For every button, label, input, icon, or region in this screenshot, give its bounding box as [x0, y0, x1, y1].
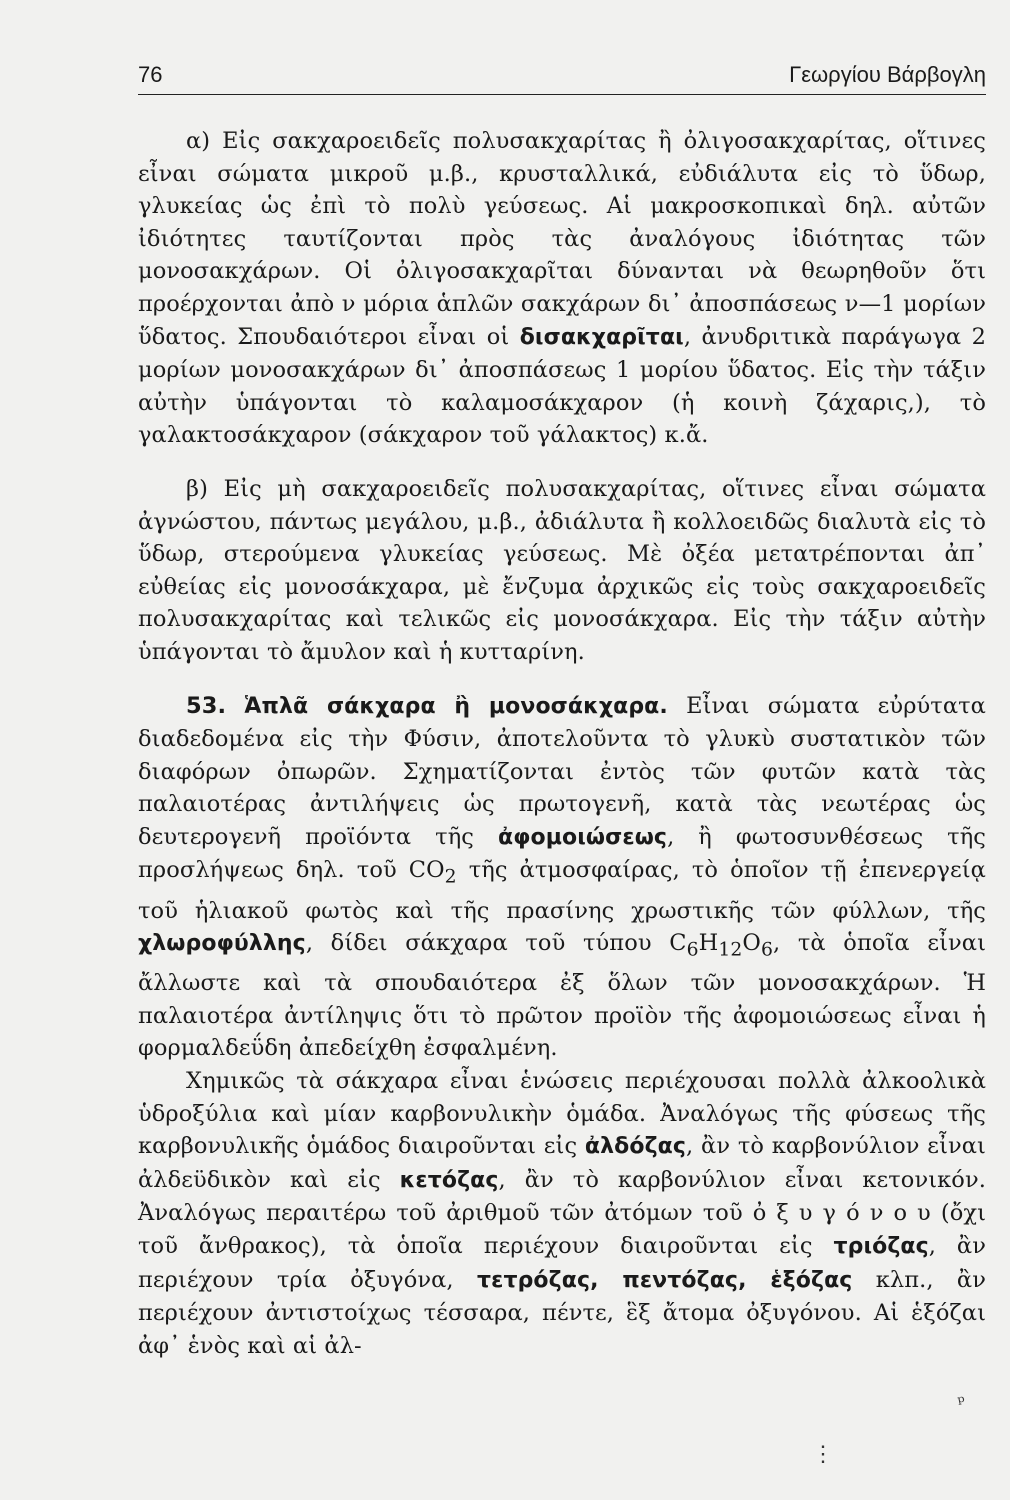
section-53-paragraph-1: [138, 690, 986, 1066]
formula-sub-o: 6: [760, 939, 773, 961]
section-p1-a: Εἶναι σώματα εὐρύτατα διαδεδομένα εἰς τὴν Φύσιν, ἀποτελοῦντα τὸ γλυκὺ συστατικὸν τῶν διαφόρων ὀπωρῶν. Σχηματίζονται ἐντὸς τῶν φυτῶν κατὰ τὰς παλαιοτέρας ἀντιλήψεις ὡς πρωτογενῆ, κατὰ τὰς νεωτέρας ὡς δευτερογενῆ προϊόντα τῆς: [138, 692, 986, 850]
section-p2-b: , ἂν τὸ καρβονύλιον εἶναι ἀλδεϋδικὸν καὶ εἰς: [138, 1133, 986, 1193]
section-p2-a: Χημικῶς τὰ σάκχαρα εἶναι ἑνώσεις περιέχουσαι πολλὰ ἀλκοολικὰ ὑδροξύλια καὶ μίαν καρβονυλικὴν ὁμάδα. Ἀναλόγως τῆς φύσεως τῆς καρβονυλικῆς ὁμάδος διαιροῦνται εἰς: [138, 1068, 986, 1160]
paragraph-a-end: , ἀνυδριτικὰ παράγωγα 2 μορίων μονοσακχάρων δι᾽ ἀποσπάσεως 1 μορίου ὕδατος. Εἰς τὴν τάξιν αὐτὴν ὑπάγονται τὸ καλαμοσάκχαρον (ἡ κοινὴ ζάχαρις,), τὸ γαλακτοσάκχαρον (σάκχαρον τοῦ γάλακτος) κ.ἄ.: [138, 323, 986, 449]
page-header: [138, 58, 986, 95]
paragraph-b: [138, 473, 986, 669]
paragraph-a: [138, 125, 986, 452]
section-p1-g: , τὰ ὁποῖα εἶναι ἄλλωστε καὶ τὰ σπουδαιότερα ἐξ ὅλων τῶν μονοσακχάρων. Ἡ παλαιοτέρα ἀντίληψις ὅτι τὸ πρῶτον προϊὸν τῆς ἀφομοιώσεως εἶναι ἡ φορμαλδεΰδη ἀπεδείχθη ἐσφαλμένη.: [138, 930, 986, 1062]
co2-subscript: 2: [444, 866, 457, 888]
term-chlorophyll: χλωροφύλλης: [138, 931, 306, 957]
section-53-paragraph-2: [138, 1065, 986, 1362]
signature-mark: ⋮: [812, 1442, 834, 1467]
section-p1-b: , ἢ φωτοσυνθέσεως τῆς προσλήψεως δηλ. τοῦ CO: [138, 823, 986, 884]
term-disaccharides: δισακχαρῖται: [519, 324, 684, 350]
formula-sub-c: 6: [686, 939, 699, 961]
term-trioses: τριόζας: [833, 1234, 929, 1259]
running-head-author: Γεωργίου Βάρβογλη: [789, 62, 986, 87]
section-title: Ἁπλᾶ σάκχαρα ἢ μονοσάκχαρα.: [244, 693, 668, 719]
section-p2-e: κλπ., ἂν περιέχουν ἀντιστοίχως τέσσαρα, πέντε, ἓξ ἄτομα ὀξυγόνου. Αἱ ἑξόζαι ἀφ᾽ ἑνὸς καὶ αἱ ἀλ-: [138, 1266, 986, 1359]
formula-sub-h: 12: [718, 939, 743, 961]
section-p2-d: , ἂν περιέχουν τρία ὀξυγόνα,: [138, 1233, 986, 1293]
term-assimilation: ἀφομοιώσεως: [497, 824, 668, 850]
section-p1-d: , δίδει σάκχαρα τοῦ τύπου C: [305, 930, 687, 957]
section-number: 53.: [186, 692, 227, 719]
page-number: 76: [138, 62, 163, 87]
term-tetroses-pentoses-hexoses: τετρόζας, πεντόζας, ἑξόζας: [476, 1267, 853, 1293]
paragraph-a-text: α) Εἰς σακχαροειδεῖς πολυσακχαρίτας ἢ ὀλιγοσακχαρίτας, οἵτινες εἶναι σώματα μικροῦ μ.β., κρυσταλλικά, εὐδιάλυτα εἰς τὸ ὕδωρ, γλυκείας ὡς ἐπὶ τὸ πολὺ γεύσεως. Αἱ μακροσκοπικαὶ δηλ. αὐτῶν ἰδιότητες ταυτίζονται πρὸς τὰς ἀναλόγους ἰδιότητας τῶν μονοσακχάρων. Οἱ ὀλιγοσακχαρῖται δύνανται νὰ θεωρηθοῦν ὅτι προέρχονται ἀπὸ ν μόρια ἁπλῶν σακχάρων δι᾽ ἀποσπάσεως ν—1 μορίων ὕδατος. Σπουδαιότεροι εἶναι οἱ: [138, 128, 986, 350]
body-text: [138, 125, 986, 1362]
formula-o: O: [742, 930, 761, 957]
section-p1-c: τῆς ἀτμοσφαίρας, τὸ ὁποῖον τῇ ἐπενεργείᾳ τοῦ ἡλιακοῦ φωτὸς καὶ τῆς πρασίνης χρωστικῆς τῶν φύλλων, τῆς: [138, 857, 986, 924]
term-aldoses: ἀλδόζας: [584, 1134, 687, 1160]
term-ketoses: κετόζας: [399, 1167, 499, 1193]
formula-h: H: [698, 930, 719, 957]
section-p2-c: , ἂν τὸ καρβονύλιον εἶναι κετονικόν. Ἀναλόγως περαιτέρω τοῦ ἀριθμοῦ τῶν ἀτόμων τοῦ ὀ ξ υ γ ό ν ο υ (ὄχι τοῦ ἄνθρακος), τὰ ὁποῖα περιέχουν διαιροῦνται εἰς: [138, 1166, 986, 1259]
paragraph-b-text: β) Εἰς μὴ σακχαροειδεῖς πολυσακχαρίτας, οἵτινες εἶναι σώματα ἀγνώστου, πάντως μεγάλου, μ.β., ἀδιάλυτα ἢ κολλοειδῶς διαλυτὰ εἰς τὸ ὕδωρ, στερούμενα γλυκείας γεύσεως. Μὲ ὀξέα μετατρέπονται ἀπ᾽ εὐθείας εἰς μονοσάκχαρα, μὲ ἔνζυμα ἀρχικῶς εἰς τοὺς σακχαροειδεῖς πολυσακχαρίτας καὶ τελικῶς εἰς μονοσάκχαρα. Εἰς τὴν τάξιν αὐτὴν ὑπάγονται τὸ ἄμυλον καὶ ἡ κυτταρίνη.: [138, 475, 986, 665]
margin-mark: ᵖ: [955, 1391, 968, 1414]
